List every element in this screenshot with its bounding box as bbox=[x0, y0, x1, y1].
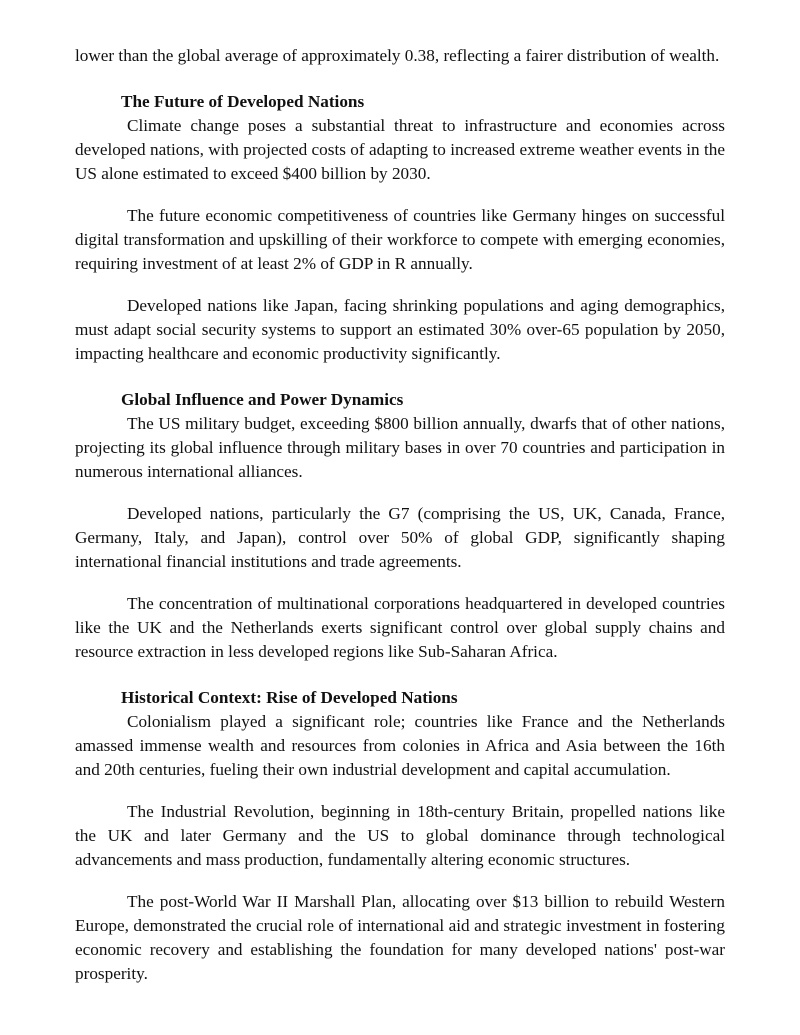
section-heading: The Future of Developed Nations bbox=[121, 92, 365, 111]
section-historical-context bbox=[75, 686, 725, 986]
paragraph: The Industrial Revolution, beginning in 18th-century Britain, propelled nations like the UK and later Germany and the US to global dominance through technological advancements and mass production, fundamentally altering economic structures. bbox=[75, 802, 725, 869]
paragraph: Colonialism played a significant role; countries like France and the Netherlands amassed immense wealth and resources from colonies in Africa and Asia between the 16th and 20th centuries, fueling their own industrial development and capital accumulation. bbox=[75, 712, 725, 779]
section-heading: Global Influence and Power Dynamics bbox=[121, 390, 404, 409]
paragraph: The US military budget, exceeding $800 billion annually, dwarfs that of other nations, projecting its global influence through military bases in over 70 countries and participation in numerous international alliances. bbox=[75, 414, 725, 481]
paragraph: Developed nations, particularly the G7 (comprising the US, UK, Canada, France, Germany, Italy, and Japan), control over 50% of global GDP, significantly shaping international financial institutions and trade agreements. bbox=[75, 504, 725, 571]
paragraph: The post-World War II Marshall Plan, allocating over $13 billion to rebuild Western Europe, demonstrated the crucial role of international aid and strategic investment in fostering economic recovery and establishing the foundation for many developed nations' post-war prosperity. bbox=[75, 892, 725, 983]
section-future bbox=[75, 90, 725, 366]
continued-paragraph: lower than the global average of approximately 0.38, reflecting a fairer distribution of wealth. bbox=[75, 46, 720, 65]
section-heading: Historical Context: Rise of Developed Nations bbox=[121, 688, 458, 707]
paragraph: Climate change poses a substantial threat to infrastructure and economies across developed nations, with projected costs of adapting to increased extreme weather events in the US alone estimated to exceed $400 billion by 2030. bbox=[75, 116, 725, 183]
section-global-influence bbox=[75, 388, 725, 664]
paragraph: The concentration of multinational corporations headquartered in developed countries like the UK and the Netherlands exerts significant control over global supply chains and resource extraction in less developed regions like Sub-Saharan Africa. bbox=[75, 594, 725, 661]
paragraph: The future economic competitiveness of countries like Germany hinges on successful digital transformation and upskilling of their workforce to compete with emerging economies, requiring investment of at least 2% of GDP in R annually. bbox=[75, 206, 725, 273]
paragraph: Developed nations like Japan, facing shrinking populations and aging demographics, must adapt social security systems to support an estimated 30% over-65 population by 2050, impacting healthcare and economic productivity significantly. bbox=[75, 296, 725, 363]
